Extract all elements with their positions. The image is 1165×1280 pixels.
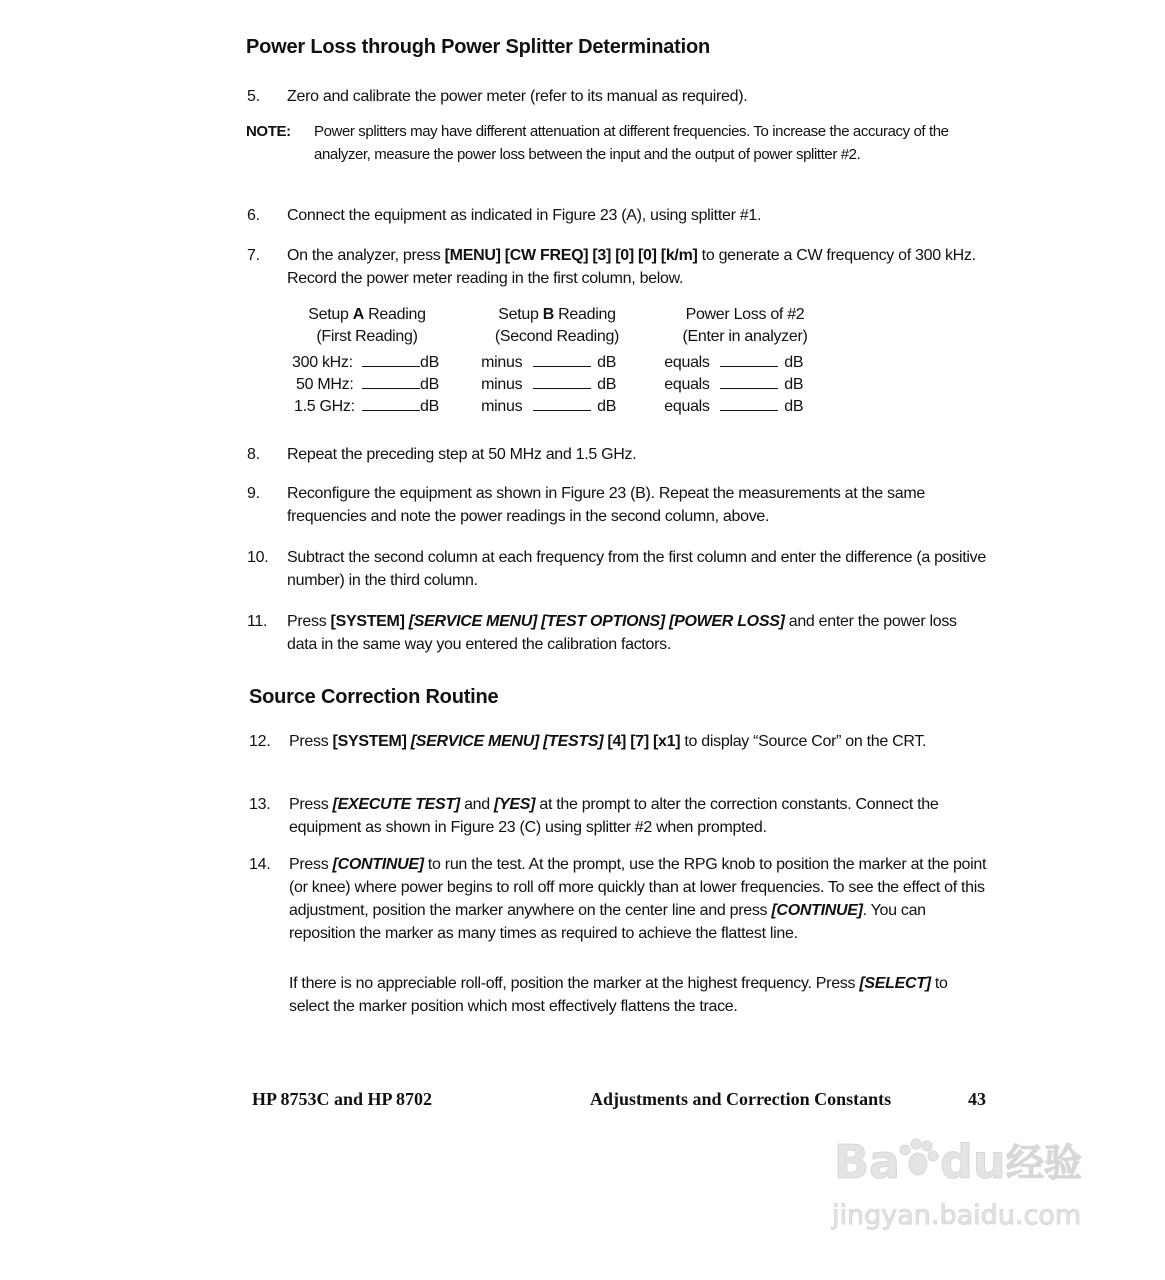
step-text: Reconfigure the equipment as shown in Figure 23 (B). Repeat the measurements at the same frequencies and note the power readings in the second column, above. xyxy=(287,485,925,525)
text-run: Reading xyxy=(554,306,616,323)
softkey-yes: [YES] xyxy=(494,796,536,813)
hardkey-system: [SYSTEM] xyxy=(332,733,407,750)
unit-label: dB xyxy=(420,376,439,393)
step-14 xyxy=(249,853,994,968)
text-run: at the prompt to alter the correction constants. Connect the equipment as shown in Figure 23 (C) using splitter #2 when prompted. xyxy=(289,796,939,836)
text-run: Press xyxy=(289,733,333,750)
text-run: and enter the power loss data in the same way you entered the calibration factors. xyxy=(287,613,957,653)
step-text xyxy=(289,730,989,753)
text-run: Setup xyxy=(498,306,543,323)
text-run: to display “Source Cor” on the CRT. xyxy=(680,733,927,750)
text-run: Press xyxy=(287,613,331,630)
equals-label: equals xyxy=(664,398,710,415)
unit-label: dB xyxy=(597,376,617,393)
minus-label: minus xyxy=(481,398,523,415)
column-subheader: (First Reading) xyxy=(316,328,418,345)
footer-product: HP 8753C and HP 8702 xyxy=(252,1089,433,1109)
step-5 xyxy=(247,85,992,108)
reading-blank xyxy=(362,396,420,411)
text-run: . You can reposition the marker as many times as required to achieve the flattest line. xyxy=(289,902,926,942)
softkey-execute-test: [EXECUTE TEST] xyxy=(332,796,460,813)
step-9 xyxy=(247,482,992,528)
step-text xyxy=(289,793,989,839)
frequency-label: 300 kHz: xyxy=(292,354,353,371)
step-number: 11. xyxy=(247,613,268,630)
watermark-brand-b: du xyxy=(940,1135,1006,1189)
equals-label: equals xyxy=(664,376,710,393)
text-run: If there is no appreciable roll-off, position the marker at the highest frequency. Press xyxy=(289,975,860,992)
text-run: and xyxy=(459,796,495,813)
unit-label: dB xyxy=(420,398,439,415)
watermark-url: jingyan.baidu.com xyxy=(832,1200,1082,1231)
note-block xyxy=(246,120,991,189)
step-text: Zero and calibrate the power meter (refer to its manual as required). xyxy=(287,88,748,105)
step-13 xyxy=(249,793,994,839)
frequency-label: 50 MHz: xyxy=(296,376,354,393)
unit-label: dB xyxy=(784,376,804,393)
step-number: 14. xyxy=(249,856,271,873)
step-number: 10. xyxy=(247,549,269,566)
reading-blank xyxy=(533,352,591,367)
watermark-brand-a: Ba xyxy=(834,1135,901,1189)
hardkey-system: [SYSTEM] xyxy=(330,613,405,630)
step-number: 13. xyxy=(249,796,271,813)
step-text xyxy=(289,972,989,1018)
text-run: Reading xyxy=(364,306,426,323)
step-7 xyxy=(247,244,992,290)
softkey-select: [SELECT] xyxy=(859,975,931,992)
column-header: Power Loss of #2 xyxy=(685,306,805,323)
section-title-power-loss: Power Loss through Power Splitter Determination xyxy=(246,36,710,58)
step-text xyxy=(287,244,987,290)
unit-label: dB xyxy=(420,354,439,371)
column-subheader: (Second Reading) xyxy=(494,328,620,345)
reading-blank xyxy=(362,352,420,367)
step-11 xyxy=(247,610,992,656)
result-blank xyxy=(720,374,778,389)
result-blank xyxy=(720,352,778,367)
minus-label: minus xyxy=(481,354,523,371)
step-12 xyxy=(249,730,994,753)
unit-label: dB xyxy=(597,398,617,415)
step-text: Repeat the preceding step at 50 MHz and 1.5 GHz. xyxy=(287,446,637,463)
setup-letter: A xyxy=(352,306,365,323)
unit-label: dB xyxy=(597,354,617,371)
power-loss-table xyxy=(292,304,852,424)
text-run: to select the marker position which most effectively flattens the trace. xyxy=(289,975,948,1015)
step-8 xyxy=(247,443,992,466)
minus-label: minus xyxy=(481,376,523,393)
equals-label: equals xyxy=(664,354,710,371)
hardkey-sequence: [MENU] [CW FREQ] [3] [0] [0] [k/m] xyxy=(444,247,698,264)
step-14-continued xyxy=(249,972,994,1018)
column-header xyxy=(462,304,652,326)
softkey-continue: [CONTINUE] xyxy=(771,902,863,919)
frequency-label: 1.5 GHz: xyxy=(294,398,355,415)
softkey-sequence: [SERVICE MENU] [TESTS] xyxy=(406,733,604,750)
text-run: Press xyxy=(289,856,333,873)
step-text: Subtract the second column at each frequency from the first column and enter the difference (a positive number) in the third column. xyxy=(287,549,986,589)
table-row xyxy=(292,374,803,396)
softkey-continue: [CONTINUE] xyxy=(332,856,424,873)
result-blank xyxy=(720,396,778,411)
column-subheader: (Enter in analyzer) xyxy=(682,328,808,345)
text-run: to generate a CW frequency of 300 kHz. Record the power meter reading in the first column, below. xyxy=(287,247,976,287)
baidu-watermark xyxy=(826,1120,1094,1238)
text-run: Press xyxy=(289,796,333,813)
reading-blank xyxy=(533,396,591,411)
column-power-loss xyxy=(650,304,840,348)
step-6 xyxy=(247,204,992,227)
page-number: 43 xyxy=(968,1089,986,1109)
step-text xyxy=(287,610,987,656)
section-title-source-correction: Source Correction Routine xyxy=(249,686,499,708)
step-10 xyxy=(247,546,992,592)
watermark-chinese: 经验 xyxy=(1006,1141,1083,1185)
step-number: 12. xyxy=(249,733,271,750)
step-number: 8. xyxy=(247,446,260,463)
paw-icon xyxy=(900,1139,938,1175)
step-number: 7. xyxy=(247,247,260,264)
unit-label: dB xyxy=(784,398,804,415)
softkey-sequence: [SERVICE MENU] [TEST OPTIONS] [POWER LOSS] xyxy=(404,613,785,630)
table-row xyxy=(292,396,803,418)
reading-blank xyxy=(362,374,420,389)
text-run: to run the test. At the prompt, use the RPG knob to position the marker at the point (or knee) where power begins to roll off more quickly than at lower frequencies. To see the effect of this adjustment, position the marker anywhere on the center line and press xyxy=(289,856,987,919)
table-row xyxy=(292,352,803,374)
reading-blank xyxy=(533,374,591,389)
step-number: 5. xyxy=(247,88,260,105)
setup-letter: B xyxy=(542,306,555,323)
footer-chapter: Adjustments and Correction Constants xyxy=(590,1089,892,1109)
step-text xyxy=(289,853,989,945)
note-text: Power splitters may have different attenuation at different frequencies. To increase the accuracy of the analyzer, measure the power loss between the input and the output of power splitter #2. xyxy=(314,123,949,163)
step-text: Connect the equipment as indicated in Figure 23 (A), using splitter #1. xyxy=(287,207,762,224)
text-run: On the analyzer, press xyxy=(287,247,445,264)
text-run: Setup xyxy=(308,306,353,323)
step-number: 9. xyxy=(247,485,260,502)
hardkey-sequence: [4] [7] [x1] xyxy=(603,733,681,750)
column-setup-a xyxy=(272,304,462,348)
unit-label: dB xyxy=(784,354,804,371)
note-label: NOTE: xyxy=(246,123,291,140)
step-number: 6. xyxy=(247,207,260,224)
column-header xyxy=(272,304,462,326)
column-setup-b xyxy=(462,304,652,348)
